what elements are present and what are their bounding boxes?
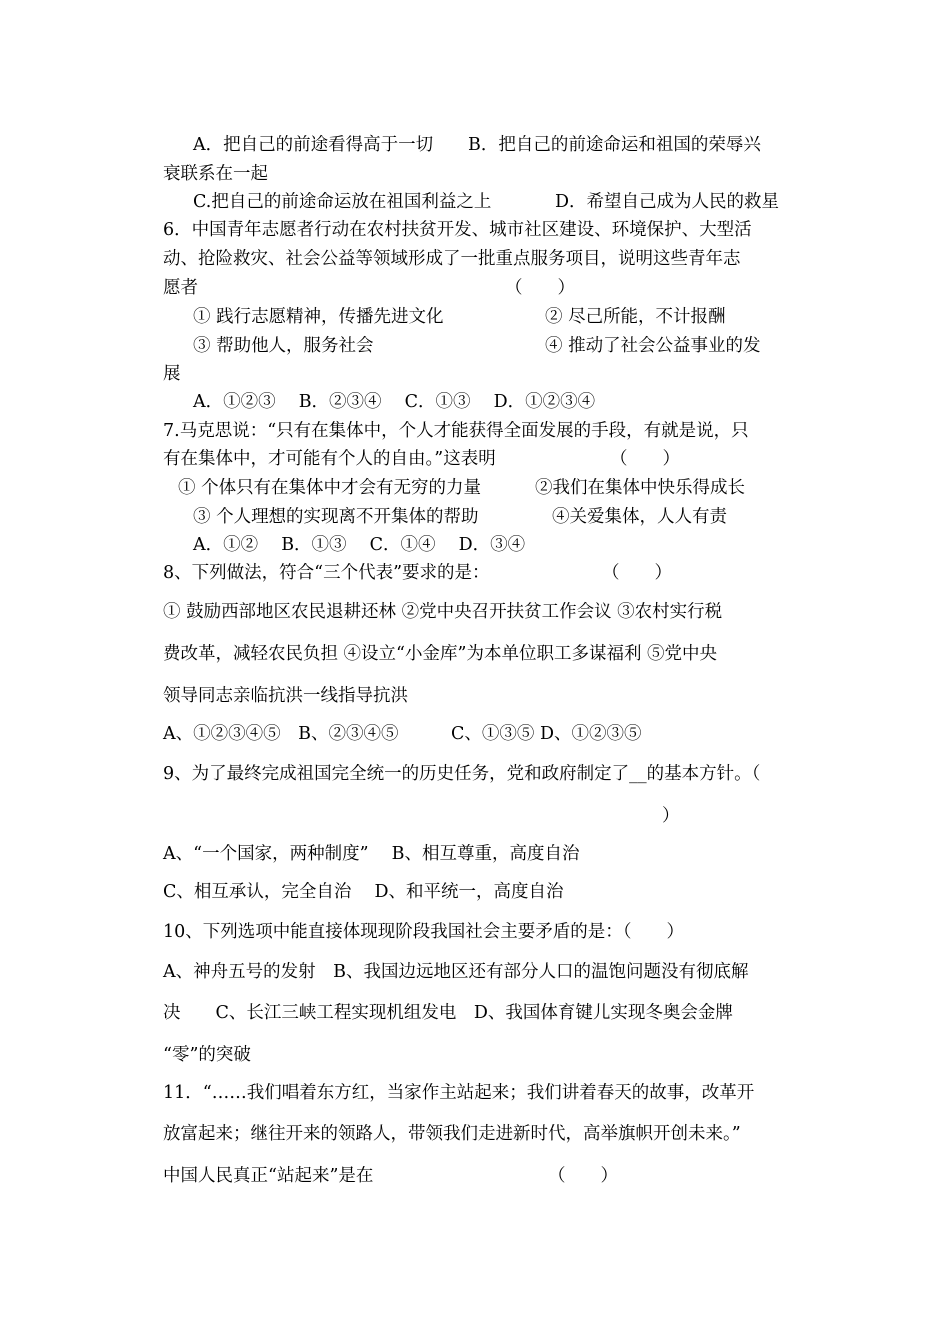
q5-option-b-cont: 衰联系在一起 (163, 164, 268, 184)
q7-stem-line-2: 有在集体中，才可能有个人的自由。”这表明 (163, 449, 496, 469)
q5-option-d: D．希望自己成为人民的救星 (555, 192, 780, 212)
q7-item-4: ④关爱集体，人人有责 (552, 507, 727, 527)
q10-body-line-1: A、神舟五号的发射 B、我国边远地区还有部分人口的温饱问题没有彻底解 (163, 962, 749, 982)
q7-answer-bracket: （ ） (610, 449, 680, 469)
q9-options-line-1: A、“一个国家，两种制度” B、相互尊重，高度自治 (163, 844, 580, 864)
q6-item-4: ④ 推动了社会公益事业的发 (545, 336, 761, 356)
q5-option-b: B．把自己的前途命运和祖国的荣辱兴 (468, 135, 761, 155)
q7-item-2: ②我们在集体中快乐得成长 (535, 478, 745, 498)
q10-body-line-3: “零”的突破 (163, 1045, 251, 1065)
q6-item-4-cont: 展 (163, 364, 181, 384)
q6-item-3: ③ 帮助他人，服务社会 (193, 336, 374, 356)
q7-stem-line-1: 7.马克思说：“只有在集体中，个人才能获得全面发展的手段，有就是说，只 (163, 421, 749, 441)
q11-stem-line-1: 11．“……我们唱着东方红，当家作主站起来；我们讲着春天的故事，改革开 (163, 1083, 755, 1103)
q8-body-line-3: 领导同志亲临抗洪一线指导抗洪 (163, 686, 408, 706)
q6-item-1: ① 践行志愿精神，传播先进文化 (193, 307, 444, 327)
q6-stem-line-2: 动、抢险救灾、社会公益等领域形成了一批重点服务项目，说明这些青年志 (163, 249, 741, 269)
q11-stem-line-2: 放富起来；继往开来的领路人，带领我们走进新时代，高举旗帜开创未来。” (163, 1124, 741, 1144)
q6-stem-line-3: 愿者 (163, 278, 198, 298)
q7-item-3: ③ 个人理想的实现离不开集体的帮助 (193, 507, 479, 527)
q8-body-line-1: ① 鼓励西部地区农民退耕还林 ②党中央召开扶贫工作会议 ③农村实行税 (163, 602, 723, 622)
q7-options: A．①② B．①③ C．①④ D．③④ (193, 535, 526, 555)
q6-answer-bracket: （ ） (505, 278, 575, 298)
q6-item-2: ② 尽己所能，不计报酬 (545, 307, 726, 327)
q5-option-c: C.把自己的前途命运放在祖国利益之上 (193, 192, 492, 212)
q9-options-line-2: C、相互承认，完全自治 D、和平统一，高度自治 (163, 882, 564, 902)
q8-options: A、①②③④⑤ B、②③④⑤ C、①③⑤ D、①②③⑤ (163, 724, 642, 744)
q5-option-a: A．把自己的前途看得高于一切 (193, 135, 434, 155)
q8-stem: 8、下列做法，符合“三个代表”要求的是： (163, 563, 490, 583)
q10-stem: 10、下列选项中能直接体现现阶段我国社会主要矛盾的是：（ ） (163, 922, 685, 942)
q6-options: A．①②③ B．②③④ C．①③ D．①②③④ (193, 392, 596, 412)
q11-stem-line-3: 中国人民真正“站起来”是在 (163, 1166, 374, 1186)
q8-body-line-2: 费改革，减轻农民负担 ④设立“小金库”为本单位职工多谋福利 ⑤党中央 (163, 644, 718, 664)
q6-stem-line-1: 6．中国青年志愿者行动在农村扶贫开发、城市社区建设、环境保护、大型活 (163, 220, 752, 240)
q8-answer-bracket: （ ） (602, 563, 672, 583)
q9-bracket-close: ） (662, 806, 680, 826)
q11-answer-bracket: （ ） (548, 1166, 618, 1186)
q10-body-line-2: 决 C、长江三峡工程实现机组发电 D、我国体育键儿实现冬奥会金牌 (163, 1003, 733, 1023)
q7-item-1: ① 个体只有在集体中才会有无穷的力量 (178, 478, 482, 498)
q9-stem: 9、为了最终完成祖国完全统一的历史任务，党和政府制定了__的基本方针。（ (163, 764, 761, 784)
